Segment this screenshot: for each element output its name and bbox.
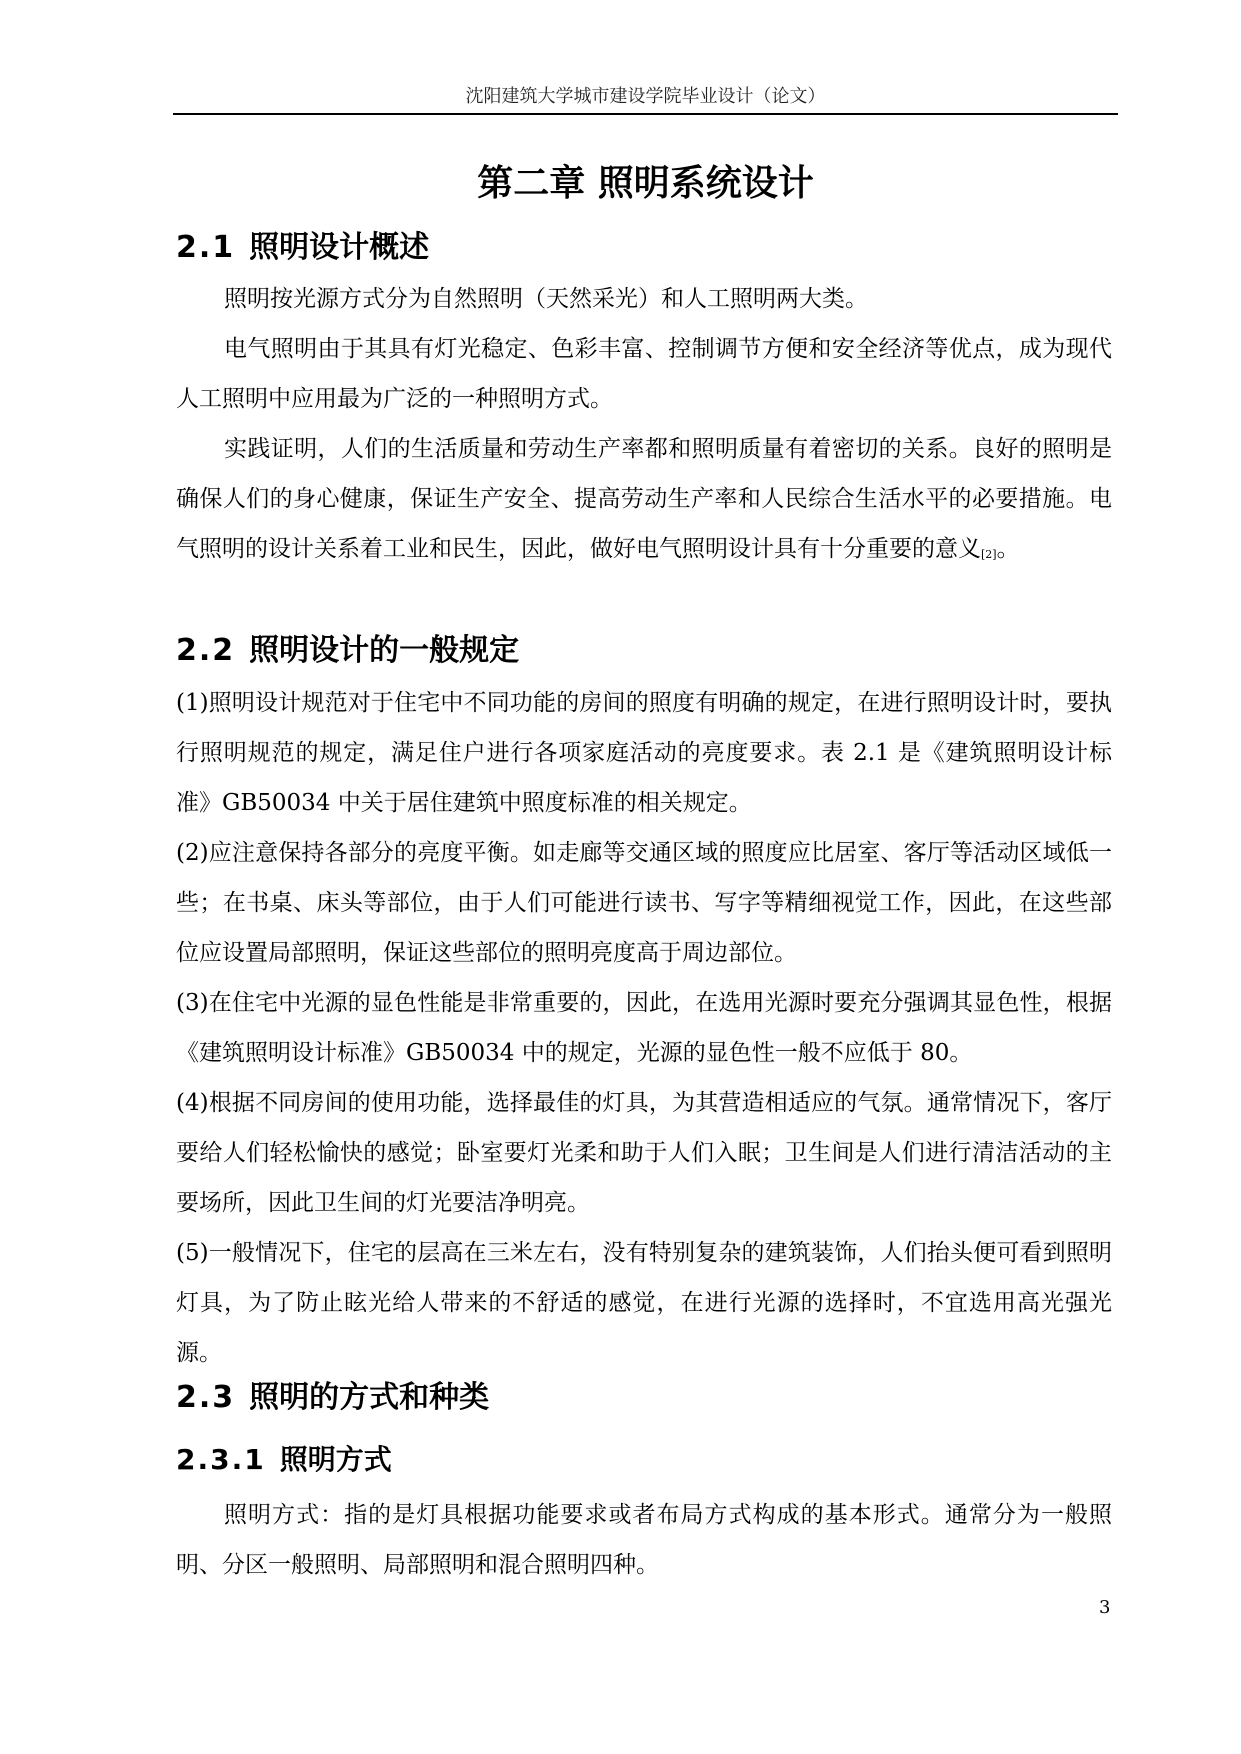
paragraph: 照明按光源方式分为自然照明（天然采光）和人工照明两大类。 xyxy=(224,286,868,312)
section-title: 照明的方式和种类 xyxy=(249,1380,490,1415)
section-number: 2.1 xyxy=(176,230,236,265)
subsection-title: 照明方式 xyxy=(279,1443,392,1476)
list-item: (3)在住宅中光源的显色性能是非常重要的，因此，在选用光源时要充分强调其显色性，根据《建筑照明设计标准》GB50034 中的规定，光源的显色性一般不应低于 80。 xyxy=(176,990,1112,1066)
subsection-heading-2-3-1 xyxy=(176,1438,392,1478)
page-number: 3 xyxy=(1099,1597,1111,1618)
section-heading-2-3 xyxy=(176,1372,489,1416)
section-title: 照明设计概述 xyxy=(249,230,430,265)
header-rule xyxy=(173,113,1118,115)
section-title: 照明设计的一般规定 xyxy=(249,633,520,668)
paragraph-text: 实践证明，人们的生活质量和劳动生产率都和照明质量有着密切的关系。良好的照明是确保人们的身心健康，保证生产安全、提高劳动生产率和人民综合生活水平的必要措施。电气照明的设计关系着工业和民生，因此，做好电气照明设计具有十分重要的意义 xyxy=(176,436,1112,562)
list-item: (1)照明设计规范对于住宅中不同功能的房间的照度有明确的规定，在进行照明设计时，要执行照明规范的规定，满足住户进行各项家庭活动的亮度要求。表 2.1 是《建筑照明设计标准》GB50034 中关于居住建筑中照度标准的相关规定。 xyxy=(176,690,1112,816)
section-number: 2.2 xyxy=(176,633,236,668)
list-item: (2)应注意保持各部分的亮度平衡。如走廊等交通区域的照度应比居室、客厅等活动区域低一些；在书桌、床头等部位，由于人们可能进行读书、写字等精细视觉工作，因此，在这些部位应设置局部照明，保证这些部位的照明亮度高于周边部位。 xyxy=(176,840,1112,966)
running-header: 沈阳建筑大学城市建设学院毕业设计（论文） xyxy=(465,86,826,107)
paragraph: 电气照明由于其具有灯光稳定、色彩丰富、控制调节方便和安全经济等优点，成为现代人工照明中应用最为广泛的一种照明方式。 xyxy=(176,336,1112,412)
section-number: 2.3 xyxy=(176,1380,236,1415)
paragraph: 照明方式：指的是灯具根据功能要求或者布局方式构成的基本形式。通常分为一般照明、分区一般照明、局部照明和混合照明四种。 xyxy=(176,1502,1112,1578)
section-heading-2-2 xyxy=(176,625,519,669)
list-item: (4)根据不同房间的使用功能，选择最佳的灯具，为其营造相适应的气氛。通常情况下，客厅要给人们轻松愉快的感觉；卧室要灯光柔和助于人们入眠；卫生间是人们进行清洁活动的主要场所，因此卫生间的灯光要洁净明亮。 xyxy=(176,1090,1112,1216)
citation: [2] xyxy=(981,548,997,561)
section-heading-2-1 xyxy=(176,222,429,266)
paragraph-end: 。 xyxy=(996,536,1020,562)
paragraph xyxy=(176,424,1112,574)
chapter-title: 第二章 照明系统设计 xyxy=(477,163,814,204)
subsection-number: 2.3.1 xyxy=(176,1443,266,1476)
list-item: (5)一般情况下，住宅的层高在三米左右，没有特别复杂的建筑装饰，人们抬头便可看到照明灯具，为了防止眩光给人带来的不舒适的感觉，在进行光源的选择时，不宜选用高光强光源。 xyxy=(176,1240,1112,1366)
